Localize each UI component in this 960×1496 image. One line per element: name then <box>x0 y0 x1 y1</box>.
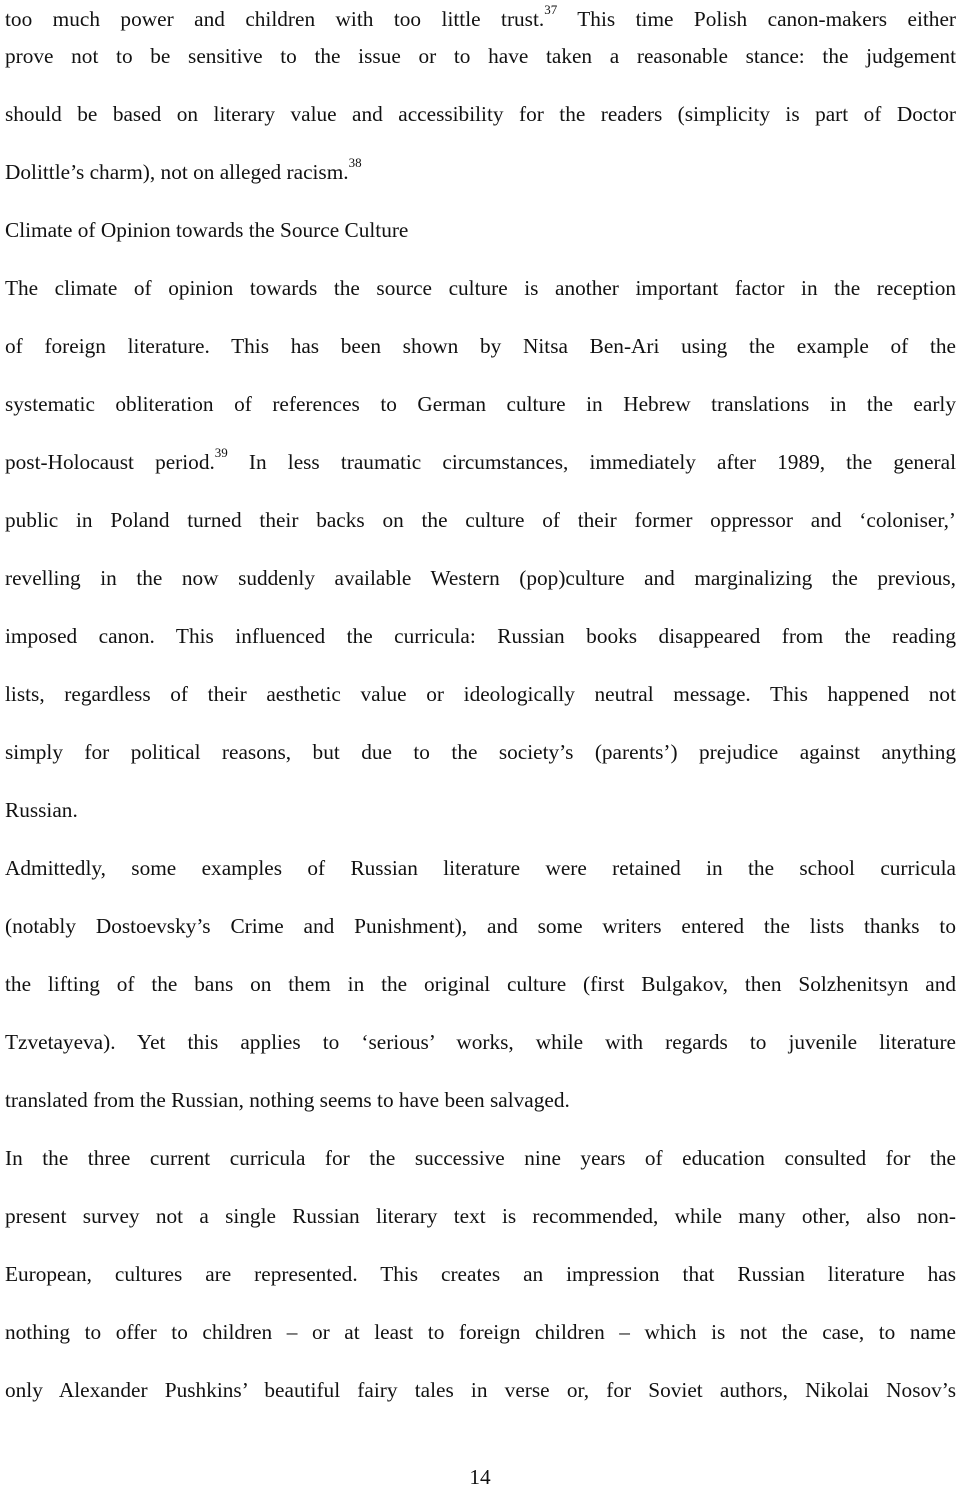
text-line-3: should be based on literary value and accessibility for the readers (simplicity is part of Doctor <box>5 102 956 126</box>
page-number: 14 <box>469 1465 491 1489</box>
text-line-14: simply for political reasons, but due to the society’s (parents’) prejudice against anything <box>5 740 956 764</box>
text-line-19: Tzvetayeva). Yet this applies to ‘serious’ works, while with regards to juvenile literature <box>5 1030 956 1054</box>
text-line-6: The climate of opinion towards the source culture is another important factor in the reception <box>5 276 956 300</box>
text-line-22: present survey not a single Russian literary text is recommended, while many other, also non- <box>5 1204 956 1228</box>
footnote-ref-38[interactable]: 38 <box>348 155 362 170</box>
footnote-ref-37[interactable]: 37 <box>544 2 558 17</box>
page-body <box>5 0 956 1429</box>
section-heading: Climate of Opinion towards the Source Culture <box>5 218 409 242</box>
text-line-13: lists, regardless of their aesthetic value or ideologically neutral message. This happened not <box>5 682 956 706</box>
text-line-4: Dolittle’s charm), not on alleged racism.$^{38}$ <box>5 155 362 184</box>
text-line-16: Admittedly, some examples of Russian literature were retained in the school curricula <box>5 856 956 880</box>
text-line-7: of foreign literature. This has been shown by Nitsa Ben-Ari using the example of the <box>5 334 956 358</box>
text-line-9: post-Holocaust period.$^{39}$ In less traumatic circumstances, immediately after 1989, the general <box>5 445 956 474</box>
text-line-2: prove not to be sensitive to the issue or to have taken a reasonable stance: the judgement <box>5 44 956 68</box>
text-line-25: only Alexander Pushkins’ beautiful fairy tales in verse or, for Soviet authors, Nikolai Nosov’s <box>5 1378 956 1402</box>
text-line-20: translated from the Russian, nothing seems to have been salvaged. <box>5 1088 570 1112</box>
text-line-8: systematic obliteration of references to German culture in Hebrew translations in the early <box>5 392 956 416</box>
text-line-18: the lifting of the bans on them in the original culture (first Bulgakov, then Solzhenitsyn and <box>5 972 956 996</box>
text-line-10: public in Poland turned their backs on the culture of their former oppressor and ‘coloniser,’ <box>5 508 956 532</box>
text-line-11: revelling in the now suddenly available Western (pop)culture and marginalizing the previous, <box>5 566 956 590</box>
text-line-21: In the three current curricula for the successive nine years of education consulted for the <box>5 1146 956 1170</box>
text-line-12: imposed canon. This influenced the curricula: Russian books disappeared from the reading <box>5 624 956 648</box>
text-line-15: Russian. <box>5 798 78 822</box>
text-line-23: European, cultures are represented. This creates an impression that Russian literature has <box>5 1262 956 1286</box>
text-line-1: too much power and children with too little trust.$^{37}$ This time Polish canon-makers either <box>5 2 957 31</box>
footnote-ref-39[interactable]: 39 <box>214 445 228 460</box>
text-line-24: nothing to offer to children – or at least to foreign children – which is not the case, to name <box>5 1320 956 1344</box>
text-line-17: (notably Dostoevsky’s Crime and Punishment), and some writers entered the lists thanks to <box>5 914 956 938</box>
